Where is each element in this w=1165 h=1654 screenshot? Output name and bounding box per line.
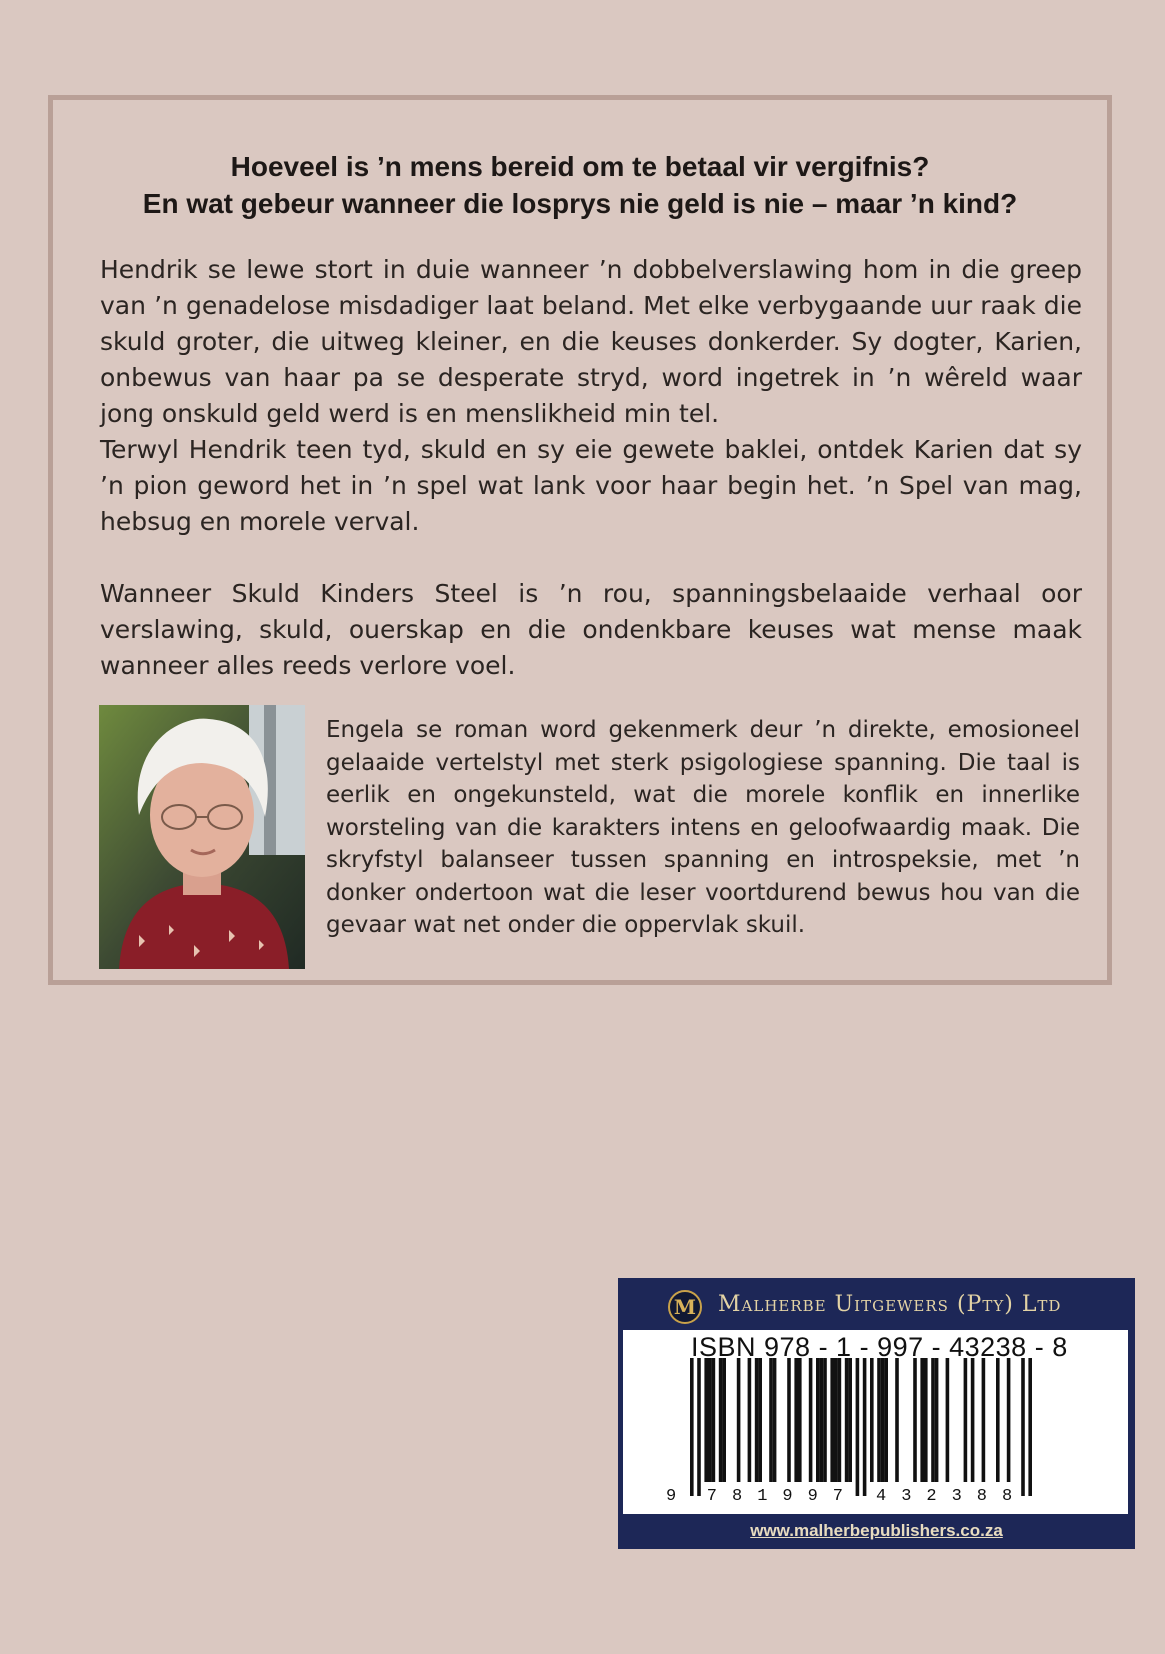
barcode-bar [798, 1358, 802, 1482]
barcode-bar [816, 1358, 820, 1482]
barcode-bar [722, 1358, 726, 1482]
barcode-bar [913, 1358, 917, 1482]
barcode-digit: 1 [757, 1487, 768, 1506]
barcode-bar [704, 1358, 708, 1482]
barcode-digit: 4 [876, 1487, 887, 1506]
publisher-website-link[interactable]: www.malherbepublishers.co.za [750, 1521, 1003, 1540]
barcode-bar [946, 1358, 950, 1482]
barcode-bar [848, 1358, 852, 1482]
barcode-digit: 7 [832, 1487, 843, 1506]
barcode-bar [931, 1358, 935, 1482]
blurb-frame [48, 95, 1112, 985]
barcode-bar [996, 1358, 1000, 1482]
barcode-bar [794, 1358, 798, 1482]
author-bio: Engela se roman word gekenmerk deur ’n direkte, emosioneel gelaaide vertelstyl met sterk psigologiese spanning. Die taal is eerlik en ongekunsteld, wat die morele konflik en innerlike worsteling van die karakters intens en geloofwaardig maak. Die skryfstyl balanseer tussen spanning en introspeksie, met ’n donker ondertoon wat die leser voortdurend bewus hou van die gevaar wat net onder die oppervlak skuil. [326, 717, 1080, 938]
barcode-bar [863, 1358, 867, 1496]
barcode-digit: 3 [951, 1487, 962, 1506]
barcode-bar [881, 1358, 885, 1482]
barcode-digit: 8 [1002, 1487, 1013, 1506]
barcode-bar [982, 1358, 986, 1482]
barcode-bar [884, 1358, 888, 1482]
headline-line-1: Hoeveel is ’n mens bereid om te betaal vir vergifnis? [230, 151, 930, 182]
headline [53, 148, 1107, 222]
barcode-bar [924, 1358, 928, 1482]
barcode-bar [823, 1358, 827, 1482]
synopsis-paragraph-1: Hendrik se lewe stort in duie wanneer ’n dobbelverslawing hom in die greep van ’n genadelose misdadiger laat beland. Met elke verbygaande uur raak die skuld groter, die uitweg kleiner, en die keuses donkerder. Sy dogter, Karien, onbewus van haar pa se desperate stryd, word ingetrek in ’n wêreld waar jong onskuld geld werd is en menslikheid min tel. [100, 255, 1082, 428]
barcode-bar [787, 1358, 791, 1482]
publisher-logo-icon: M [668, 1290, 702, 1324]
barcode-bar [838, 1358, 842, 1482]
headline-line-2: En wat gebeur wanneer die losprys nie geld is nie – maar ’n kind? [142, 188, 1018, 219]
barcode-bar [895, 1358, 899, 1482]
barcode-digit: 9 [807, 1487, 818, 1506]
barcode-bar [748, 1358, 752, 1482]
barcode-digit: 3 [901, 1487, 912, 1506]
barcode-bar [1007, 1358, 1011, 1482]
barcode-digit: 7 [706, 1487, 717, 1506]
barcode-digit: 9 [666, 1487, 677, 1506]
barcode-bar [758, 1358, 762, 1482]
publisher-block [618, 1278, 1135, 1549]
barcode-bar [830, 1358, 834, 1482]
barcode-bar [964, 1358, 968, 1482]
author-photo [99, 705, 305, 969]
barcode-bar [935, 1358, 939, 1482]
barcode-bar [697, 1358, 701, 1496]
barcode-bar [773, 1358, 777, 1482]
barcode-bar [845, 1358, 849, 1482]
barcode-bar [755, 1358, 759, 1482]
barcode-bar [712, 1358, 716, 1482]
barcode-bar [870, 1358, 874, 1482]
isbn-barcode [623, 1330, 1128, 1514]
barcode-bar [769, 1358, 773, 1482]
barcode-bar [834, 1358, 838, 1482]
synopsis-paragraph-3: Wanneer Skuld Kinders Steel is ’n rou, spanningsbelaaide verhaal oor verslawing, skuld, ouerskap en die ondenkbare keuses wat mense maak wanneer alles reeds verlore voel. [100, 579, 1082, 680]
barcode-bar [708, 1358, 712, 1482]
publisher-header [618, 1286, 1135, 1326]
barcode-bar [856, 1358, 860, 1496]
barcode-digit: 2 [926, 1487, 937, 1506]
synopsis [100, 252, 1082, 684]
barcode-bar [1021, 1358, 1025, 1496]
barcode-bar [877, 1358, 881, 1482]
barcode-digit: 8 [976, 1487, 987, 1506]
barcode-bar [820, 1358, 824, 1482]
barcode-bar [971, 1358, 975, 1482]
synopsis-paragraph-2: Terwyl Hendrik teen tyd, skuld en sy eie gewete baklei, ontdek Karien dat sy ’n pion geword het in ’n spel wat lank voor haar begin het. ’n Spel van mag, hebsug en morele verval. [100, 435, 1082, 536]
barcode-bar [920, 1358, 924, 1482]
barcode-bar [809, 1358, 813, 1482]
author-portrait-illustration [99, 705, 305, 969]
isbn-label: ISBN 978 - 1 - 997 - 43238 - 8 [691, 1332, 1068, 1362]
publisher-name: Malherbe Uitgewers (Pty) Ltd [718, 1292, 1062, 1317]
barcode-digit: 8 [732, 1487, 743, 1506]
barcode-bar [690, 1358, 694, 1496]
barcode-bar [737, 1358, 741, 1482]
barcode-digit: 9 [782, 1487, 793, 1506]
barcode-digits [623, 1487, 1128, 1509]
barcode-bar [719, 1358, 723, 1482]
barcode-bar [1028, 1358, 1032, 1496]
